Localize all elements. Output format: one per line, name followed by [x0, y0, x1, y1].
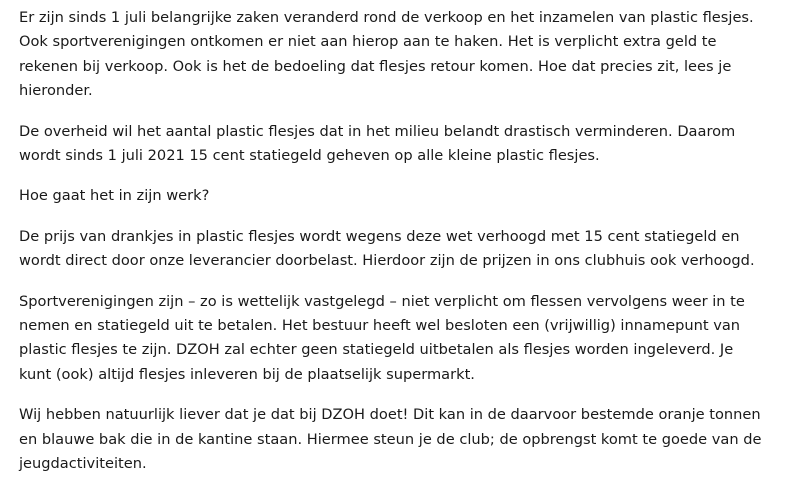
paragraph-prices [19, 225, 785, 274]
text-line: Ook sportverenigingen ontkomen er niet aan hierop aan te haken. Het is verplicht extra geld te [19, 33, 717, 51]
paragraph-question [19, 184, 785, 208]
text-line: nemen en statiegeld uit te betalen. Het bestuur heeft wel besloten een (vrijwillig) innamepunt van [19, 317, 741, 335]
text-line: jeugdactiviteiten. [19, 455, 147, 473]
text-line: hieronder. [19, 82, 93, 100]
paragraph-dzoh [19, 403, 785, 476]
text-line: wordt direct door onze leverancier doorbelast. Hierdoor zijn de prijzen in ons clubhuis ook verhoogd. [19, 252, 755, 270]
text-line: Sportverenigingen zijn – zo is wettelijk vastgelegd – niet verplicht om flessen vervolgens weer in te [19, 292, 745, 310]
text-line: Er zijn sinds 1 juli belangrijke zaken veranderd rond de verkoop en het inzamelen van plastic flesjes. [19, 9, 754, 26]
text-line: wordt sinds 1 juli 2021 15 cent statiegeld geheven op alle kleine plastic flesjes. [19, 147, 600, 165]
text-line: rekenen bij verkoop. Ook is het de bedoeling dat flesjes retour komen. Hoe dat precies zit, lees je [19, 57, 732, 75]
text-line: en blauwe bak die in de kantine staan. Hiermee steun je de club; de opbrengst komt te goede van de [19, 430, 762, 448]
text-line: plastic flesjes te zijn. DZOH zal echter geen statiegeld uitbetalen als flesjes worden ingeleverd. Je [19, 341, 734, 359]
text-line: De prijs van drankjes in plastic flesjes wordt wegens deze wet verhoogd met 15 cent statiegeld en [19, 227, 740, 245]
text-line: De overheid wil het aantal plastic flesjes dat in het milieu belandt drastisch verminderen. Daarom [19, 122, 736, 140]
paragraph-intro [19, 6, 785, 104]
text-line: Hoe gaat het in zijn werk? [19, 187, 210, 205]
paragraph-clubs [19, 290, 785, 388]
document-body [19, 6, 785, 493]
text-line: Wij hebben natuurlijk liever dat je dat bij DZOH doet! Dit kan in de daarvoor bestemde oranje tonnen [19, 406, 761, 424]
text-line: kunt (ook) altijd flesjes inleveren bij de plaatselijk supermarkt. [19, 365, 475, 383]
paragraph-government [19, 120, 785, 169]
